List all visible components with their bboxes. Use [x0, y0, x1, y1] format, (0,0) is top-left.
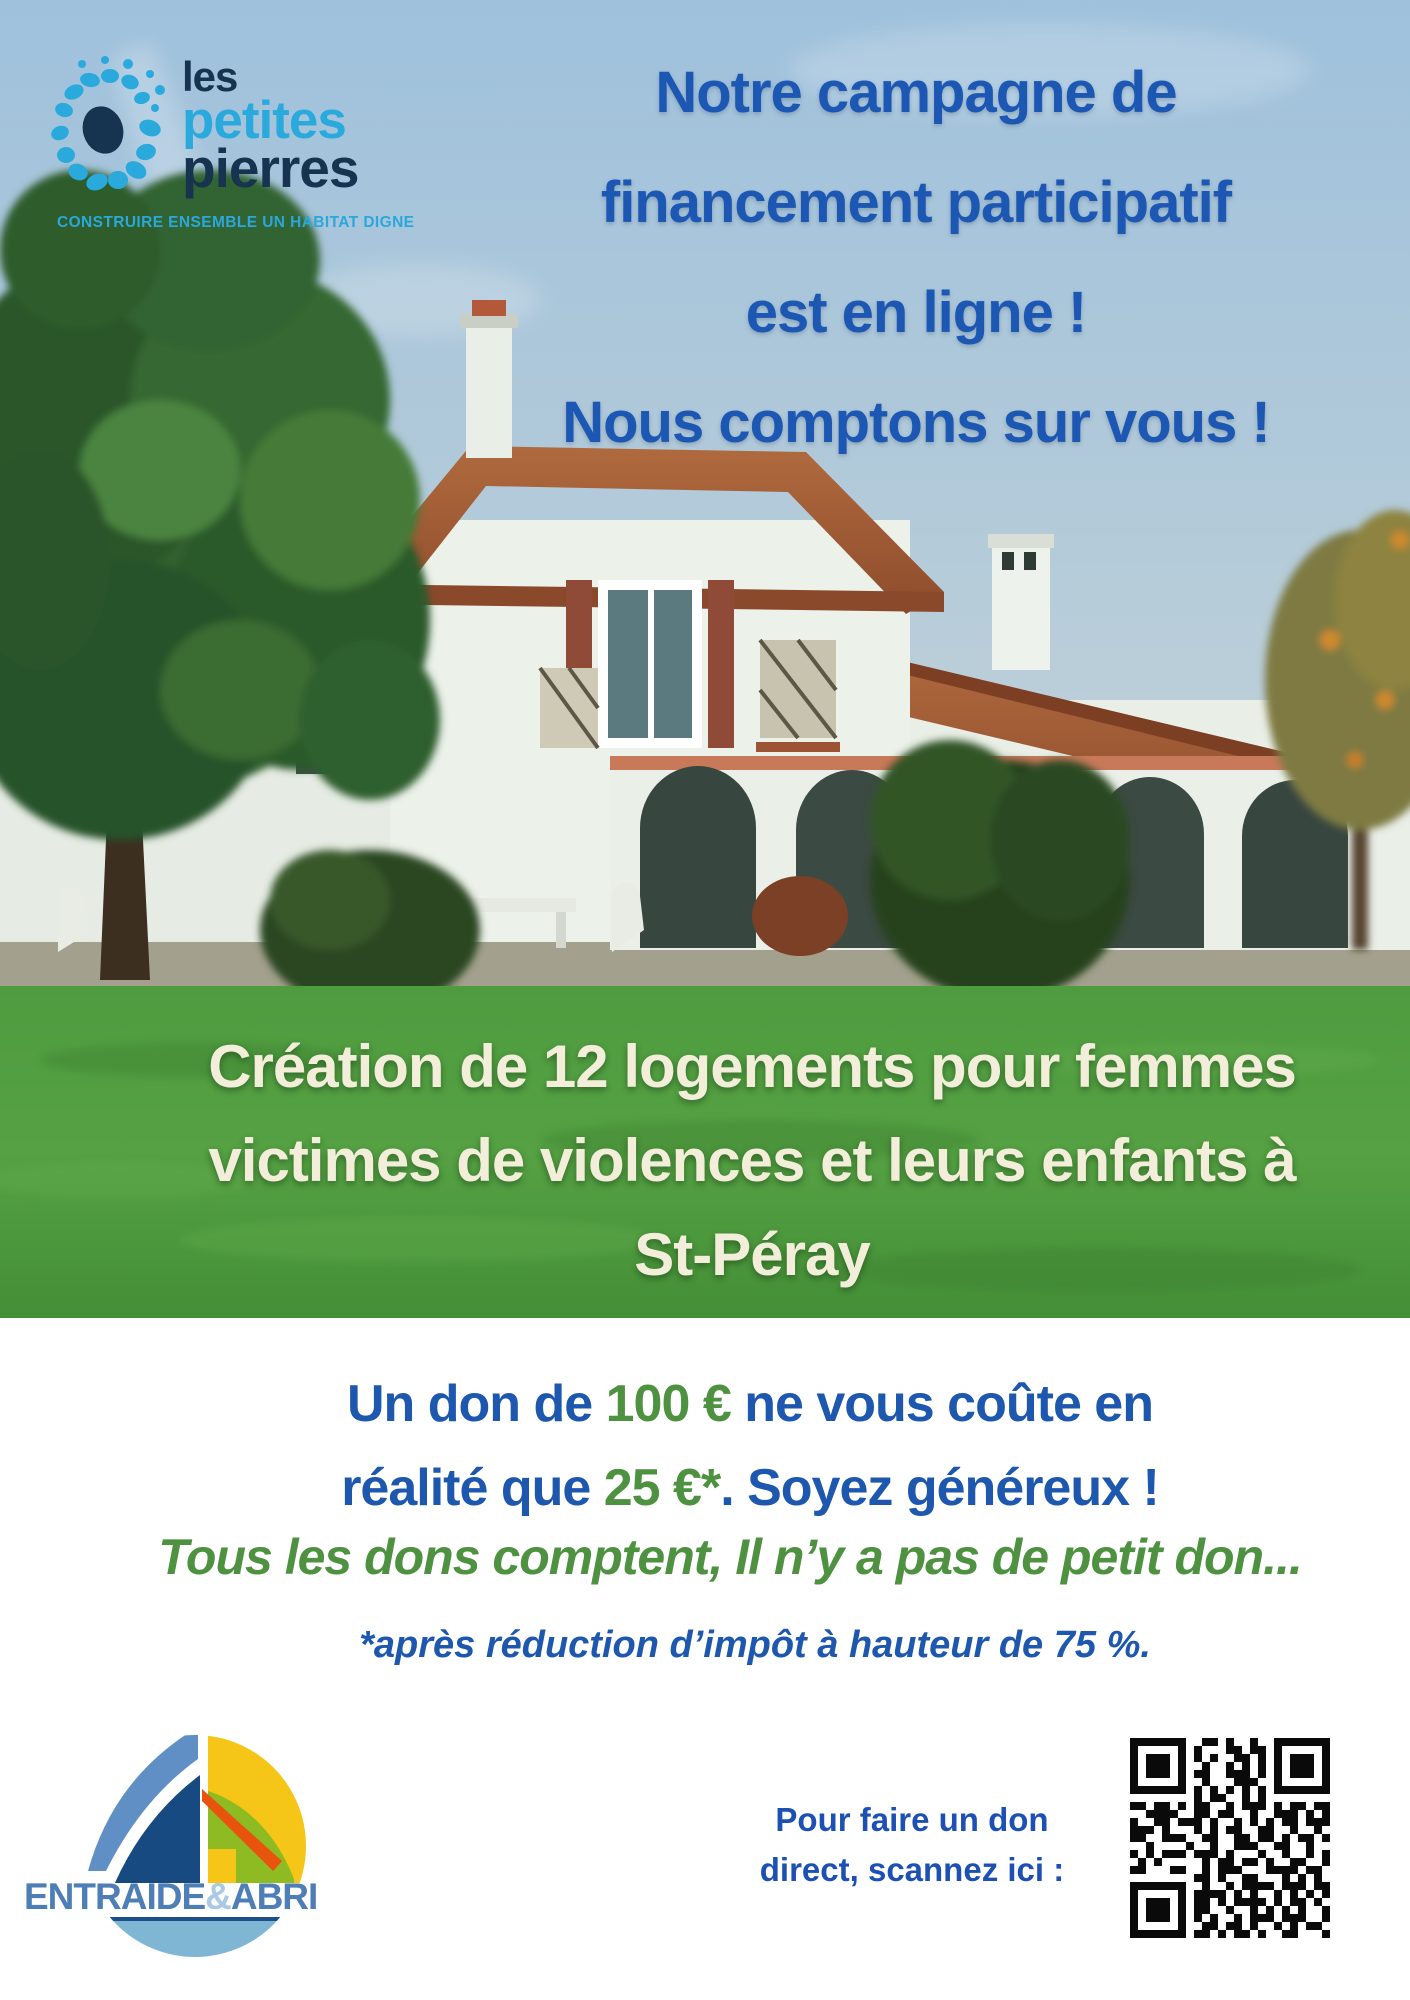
headline-line-3: est en ligne !: [745, 280, 1087, 345]
entraide-abri-logo-icon: [80, 1733, 310, 1963]
brand-word-petites: petites: [182, 91, 346, 150]
brand-tagline: CONSTRUIRE ENSEMBLE UN HABITAT DIGNE: [57, 214, 415, 231]
donation-slogan: Tous les dons comptent, Il n’y a pas de petit don...: [158, 1529, 1302, 1585]
donation-line-1: Un don de 100 € ne vous coûte en: [347, 1375, 1153, 1433]
headline-line-2: financement participatif: [600, 170, 1232, 235]
qr-prompt-line-1: Pour faire un don: [775, 1801, 1049, 1838]
brand-wordmark: [182, 53, 359, 199]
donation-amount-100: 100 €: [605, 1375, 731, 1433]
qr-code: [1130, 1738, 1330, 1938]
ampersand: &: [205, 1876, 231, 1917]
donation-amount-25: 25 €*: [603, 1459, 721, 1517]
headline: [505, 38, 1327, 478]
qr-prompt: [712, 1795, 1112, 1895]
brand-word-les: les: [182, 53, 238, 100]
headline-line-4: Nous comptons sur vous !: [562, 390, 1270, 455]
caption-line-1: Création de 12 logements pour femmes: [208, 1033, 1296, 1100]
stone-circle-icon: [40, 52, 190, 202]
brand-logo: [0, 0, 420, 250]
entraide-abri-wordmark: ENTRAIDE&ABRI: [24, 1876, 318, 1917]
tax-footnote: *après réduction d’impôt à hauteur de 75 %.: [359, 1624, 1151, 1666]
brand-word-pierres: pierres: [182, 137, 359, 199]
project-caption: [152, 1020, 1352, 1302]
qr-prompt-line-2: direct, scannez ici :: [759, 1851, 1065, 1888]
donation-message: [150, 1362, 1350, 1530]
caption-line-2: victimes de violences et leurs enfants à: [208, 1127, 1296, 1194]
caption-line-3: St-Péray: [634, 1221, 870, 1288]
headline-line-1: Notre campagne de: [655, 60, 1177, 125]
donation-line-2: réalité que 25 €*. Soyez généreux !: [341, 1459, 1159, 1517]
